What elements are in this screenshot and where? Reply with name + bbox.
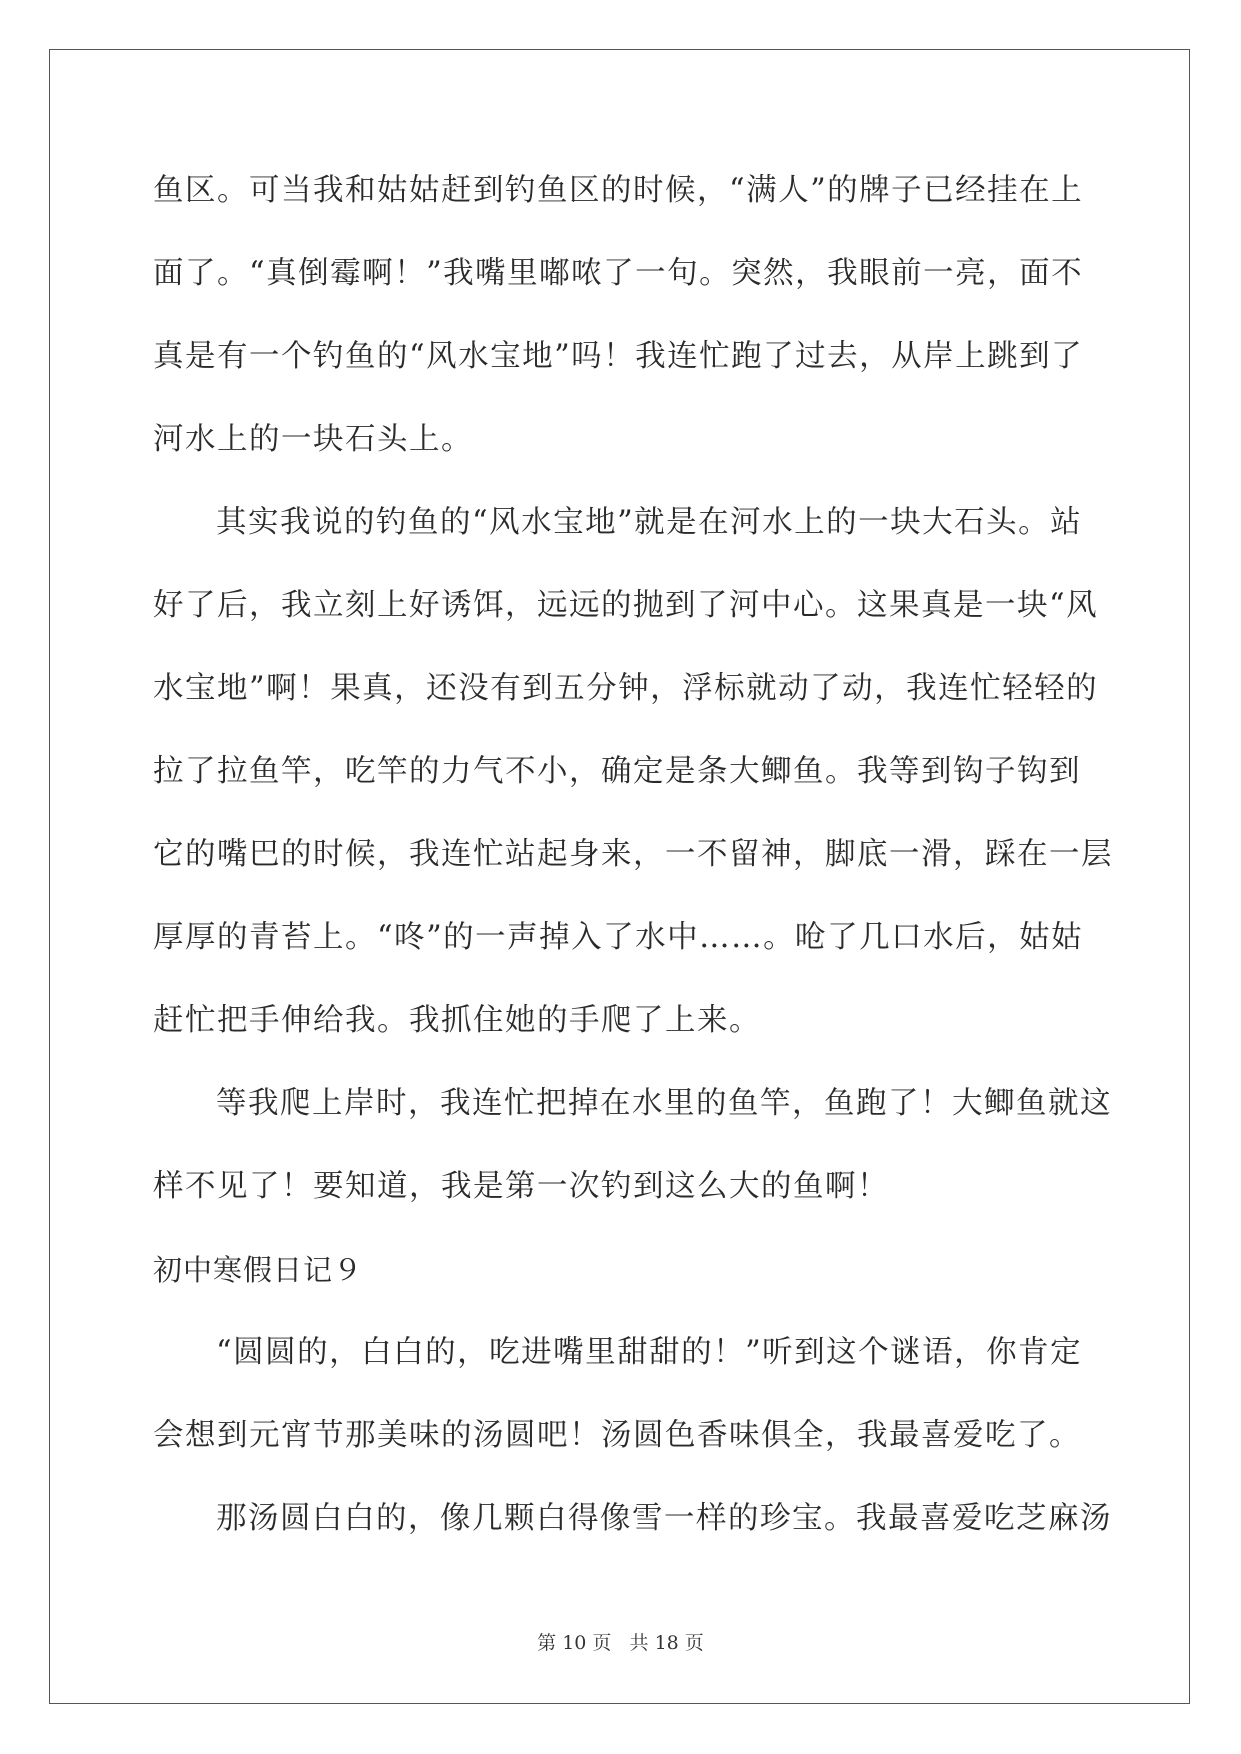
text-line: 好了后，我立刻上好诱饵，远远的抛到了河中心。这果真是一块“风 (153, 588, 1099, 623)
text-line: 拉了拉鱼竿，吃竿的力气不小，确定是条大鲫鱼。我等到钩子钩到 (153, 754, 1081, 789)
page-number-footer: 第 10 页 共 18 页 (537, 1632, 704, 1654)
text-line: 厚厚的青苔上。“咚”的一声掉入了水中……。呛了几口水后，姑姑 (153, 920, 1084, 955)
paragraph-start-line: 其实我说的钓鱼的“风水宝地”就是在河水上的一块大石头。站 (216, 505, 1083, 540)
document-body (153, 158, 1113, 1569)
text-line: 河水上的一块石头上。 (153, 422, 473, 457)
paragraph-start-line: 等我爬上岸时，我连忙把掉在水里的鱼竿，鱼跑了！大鲫鱼就这 (216, 1086, 1112, 1121)
section-heading: 初中寒假日记９ (153, 1253, 364, 1287)
text-line: 它的嘴巴的时候，我连忙站起身来，一不留神，脚底一滑，踩在一层 (153, 837, 1113, 872)
text-line: 水宝地”啊！果真，还没有到五分钟，浮标就动了动，我连忙轻轻的 (153, 671, 1099, 706)
paragraph-start-line: “圆圆的，白白的，吃进嘴里甜甜的！”听到这个谜语，你肯定 (216, 1335, 1083, 1370)
text-line: 真是有一个钓鱼的“风水宝地”吗！我连忙跑了过去，从岸上跳到了 (153, 339, 1084, 374)
text-line: 样不见了！要知道，我是第一次钓到这么大的鱼啊！ (153, 1169, 889, 1204)
paragraph-start-line: 那汤圆白白的，像几颗白得像雪一样的珍宝。我最喜爱吃芝麻汤 (216, 1501, 1112, 1536)
text-line: 面了。“真倒霉啊！”我嘴里嘟哝了一句。突然，我眼前一亮，面不 (153, 256, 1084, 291)
text-line: 鱼区。可当我和姑姑赶到钓鱼区的时候，“满人”的牌子已经挂在上 (153, 173, 1084, 208)
text-line: 会想到元宵节那美味的汤圆吧！汤圆色香味俱全，我最喜爱吃了。 (153, 1418, 1081, 1453)
text-line: 赶忙把手伸给我。我抓住她的手爬了上来。 (153, 1003, 761, 1038)
